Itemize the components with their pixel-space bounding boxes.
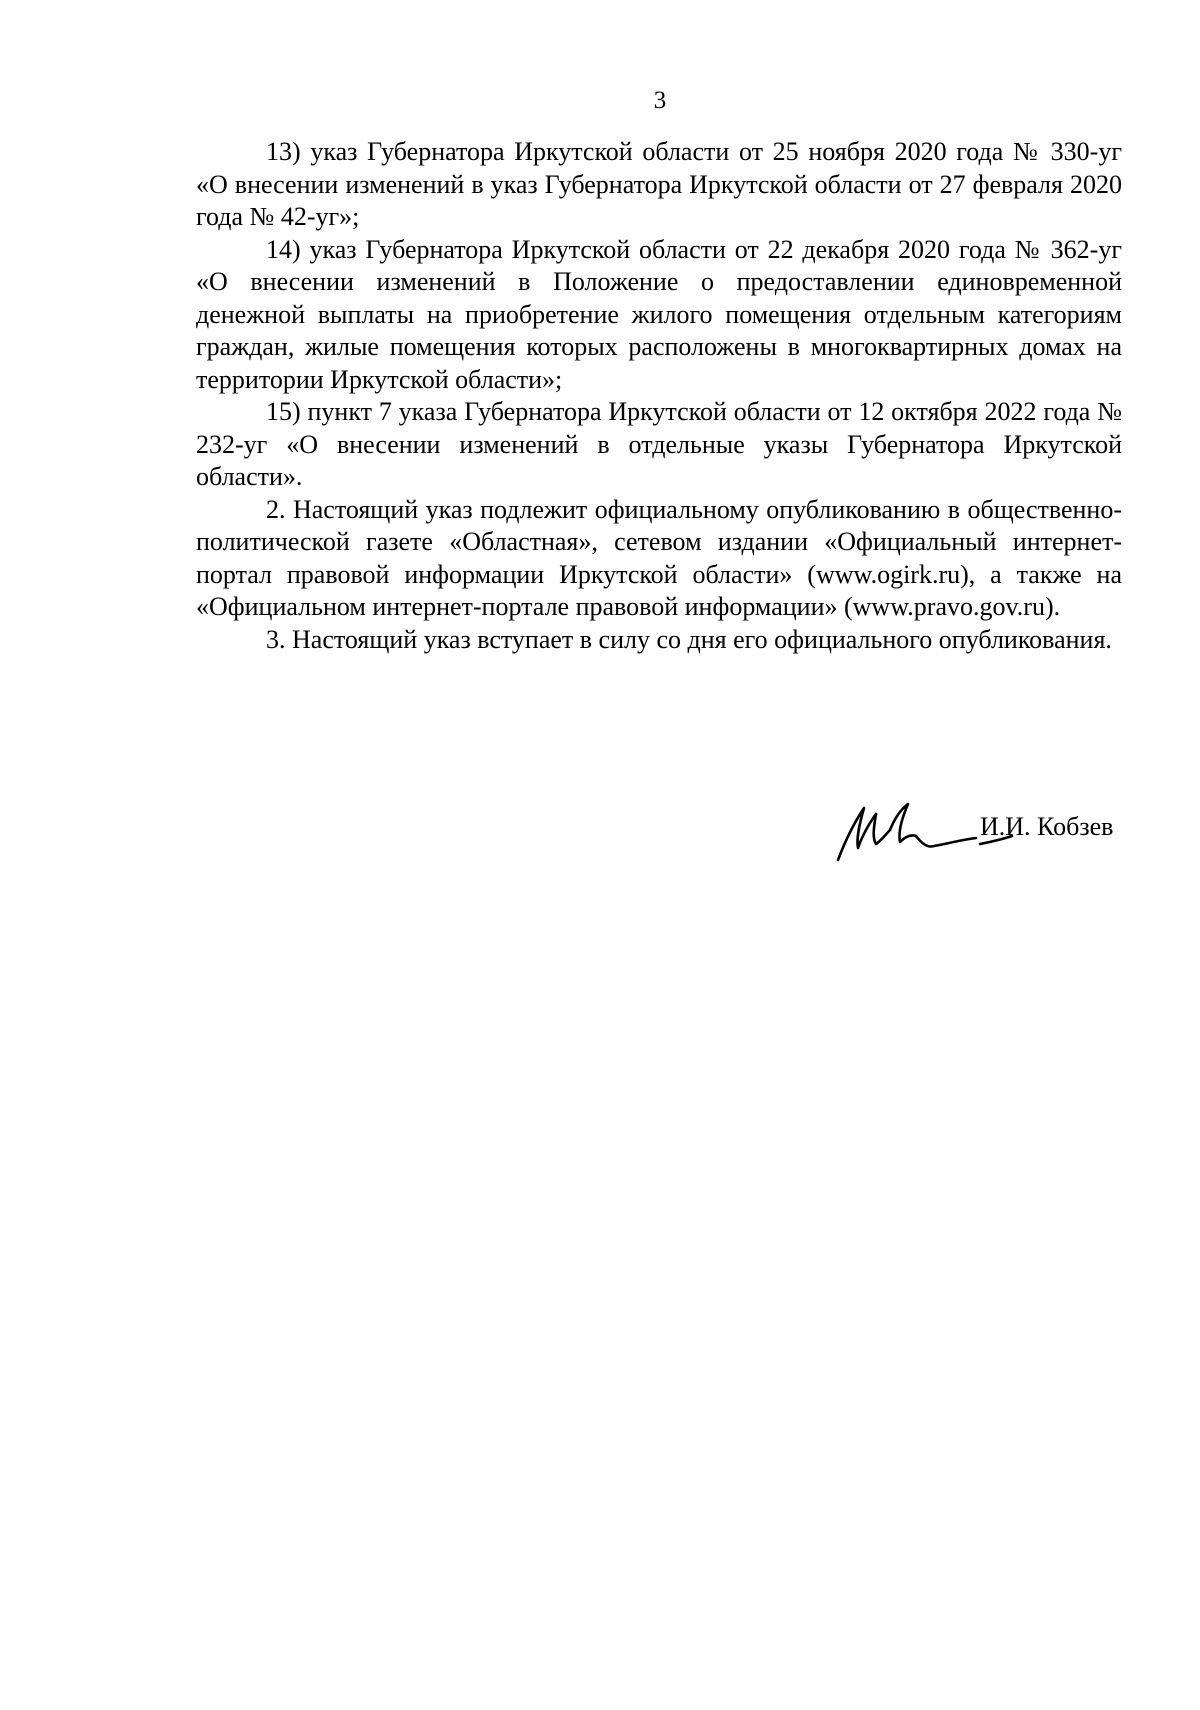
paragraph-publication: 2. Настоящий указ подлежит официальному опубликованию в общественно-политической газете «Областная», сетевом издании «Официальный интернет-портал правовой информации Иркутской области» (www.ogirk.ru), а также на «Официальном интернет-портале правовой информации» (www.pravo.gov.ru). — [196, 494, 1122, 621]
page-number: 3 — [653, 87, 667, 114]
paragraph-item-15: 15) пункт 7 указа Губернатора Иркутской области от 12 октября 2022 года № 232-уг «О внесении изменений в отдельные указы Губернатора Иркутской области». — [196, 397, 1122, 491]
signer-name: И.И. Кобзев — [980, 812, 1114, 841]
signature-block — [820, 800, 1140, 870]
paragraph-item-13: 13) указ Губернатора Иркутской области от 25 ноября 2020 года № 330-уг «О внесении изменений в указ Губернатора Иркутской области от 27 февраля 2020 года № 42-уг»; — [196, 137, 1122, 231]
paragraph-item-14: 14) указ Губернатора Иркутской области от 22 декабря 2020 года № 362-уг «О внесении изменений в Положение о предоставлении единовременной денежной выплаты на приобретение жилого помещения отдельным категориям граждан, жилые помещения которых расположены в многоквартирных домах на территории Иркутской области»; — [196, 234, 1122, 394]
document-body — [196, 136, 1122, 656]
paragraph-entry-into-force: 3. Настоящий указ вступает в силу со дня его официального опубликования. — [266, 624, 1112, 654]
